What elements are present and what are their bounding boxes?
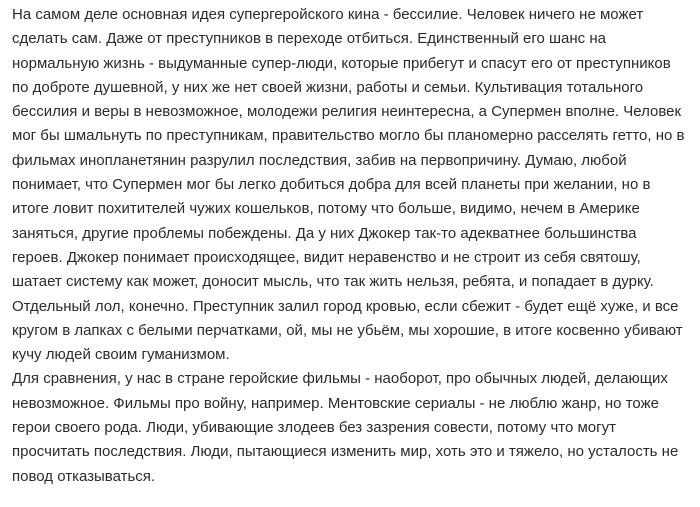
paragraph-2: Для сравнения, у нас в стране геройские фильмы - наоборот, про обычных людей, делающих невозможное. Фильмы про войну, например. Ментовские сериалы - не люблю жанр, но тоже герои своего рода. Люди, убивающие злодеев без зазрения совести, потому что могут просчитать последствия. Люди, пытающиеся изменить мир, хоть это и тяжело, но усталость не повод отказываться. [12, 370, 679, 485]
paragraph-1: На самом деле основная идея супергеройского кина - бессилие. Человек ничего не может сделать сам. Даже от преступников в переходе отбиться. Единственный его шанс на нормальную жизнь - выдуманные супер-люди, которые прибегут и спасут его от преступников по доброте душевной, у них же нет своей жизни, работы и семьи. Культивация тотального бессилия и веры в невозможное, молодежи религия неинтересна, а Супермен вполне. Человек мог бы шмальнуть по преступникам, правительство могло бы планомерно расселять гетто, но в фильмах инопланетянин разрулил последствия, забив на первопричину. Думаю, любой понимает, что Супермен мог бы легко добиться добра для всей планеты при желании, но в итоге ловит похитителей чужих кошельков, потому что больше, видимо, нечем в Америке заняться, другие проблемы побеждены. Да у них Джокер так-то адекватнее большинства героев. Джокер понимает происходящее, видит неравенство и не строит из себя святошу, шатает систему как может, доносит мысль, что так жить нельзя, ребята, и попадает в дурку. Отдельный лол, конечно. Преступник залил город кровью, если сбежит - будет ещё хуже, и все кругом в лапках с белыми перчатками, ой, мы не убьём, мы хорошие, в итоге косвенно убивают кучу людей своим гуманизмом. [12, 6, 685, 364]
